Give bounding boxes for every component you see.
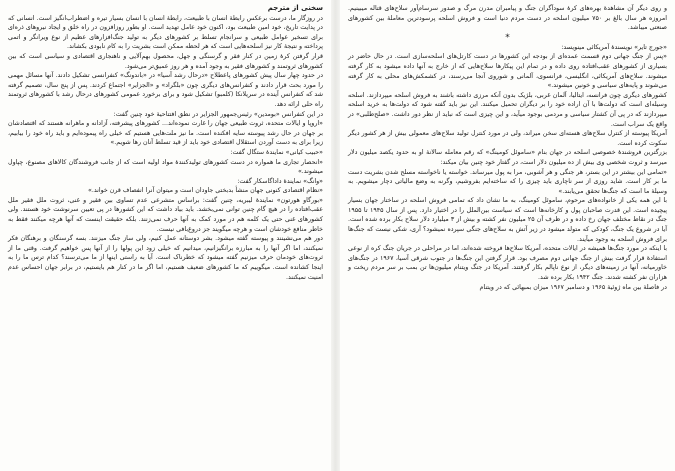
right-paragraph: «پس از جنگ جهانی دوم قسمت عمده‌ای از بودجه این کشورها در دست کارتل‌های اسلحه‌سازی است. در حال حاضر در بسیاری از کشورهای عقب‌افتاده روی داده و در تمام این پیکارها سلاح‌هایی که از خارج به آنها داده میشود به کار گرفته میشوند. سلاح‌های آمریکائی، انگلیسی، فرانسوی، آلمانی و شوروی آنجا می‌رسند، در کشمکش‌های محلی به کار گرفته می‌شوند و پایه‌های سیاسی و خونین میشوند.» — [348, 53, 667, 90]
section-divider-asterisk: * — [505, 32, 510, 43]
right-page — [340, 0, 675, 471]
left-paragraph: «حبیب کیانی» نمایندهٔ ستگال گفت: — [230, 148, 323, 156]
left-page — [0, 0, 331, 471]
left-paragraph: «نظام اقتصادی کنونی جهان منشأ بدبختی جاودان است و میتوان آنرا انفصاف قرن خواند.» — [87, 187, 323, 195]
right-paragraph: و روی دیگر آن مشاهدهٔ بهره‌های کرهٔ سودآگران جنگ و پیامبران مدرن مرگ و صدور سرسام‌آور سلاح‌های قتاله میبینیم. امروزه هر سال بالغ بر ۷۵۰ میلیون اسلحه در دست مردم دنیا است و فروش اسلحه پرسودترین معاملهٔ بین کشورهای صنعتی میباشد. — [348, 5, 668, 32]
left-paragraph: دور هم می‌نشینند و پیوسته گفته میشود. بشر دوستانه عمل کنیم، ولی ساز جنگ میزنند. بسه گرسنگان و برهنگان فکر نمیکنند، اما اگر آنها را به مبارزه برانگیزانیم، میدانیم که خیلی زود این پولها را از آنها پس خواهیم گرفت. وقتی ما از ثروت‌های خودمان حرف میزنیم گفته میشود که خطرناک است. آیا به راستی اینها از ما می‌ترسند؟ کدام ترس ما را به اینجا کشانده است. میگوییم که ما کشورهای ضعیف هستیم، اما اگر ما در کنار هم بایستیم، در برابر جهان احساس عدم امنیت نمیکنند. — [8, 235, 323, 281]
left-paragraph: در حدود چهار سال پیش کشورهای پاعطلاح «درحال رشد آسیا» در «باندونگ» کنفرانسی تشکیل دادند. آنها مسائل مهمی را مورد بحث قرار دادند و کنفرانس‌های دیگری چون «بلگراد» و «الجزایر» اجتماع کردند. پس از پنج سال، تصمیم گرفته شد که کنفرانس آینده در سریلانکا (کلمبو) تشکیل شود و برای برخورد عمومی کشورهای درحال رشد با کشورهای ثروتمند راه حلی ارائه دهد. — [8, 72, 323, 108]
left-paragraph: «انحصار تجاری ما همواره در دست کشورهای تولیدکنندهٔ مواد اولیه است که از جانب فروشندگان کالاهای مصنوع، چپاول میشوند.» — [8, 158, 323, 176]
left-paragraph: در این کنفرانس «بومدین» رئیس‌جمهور الجزایر در نطق افتتاحیهٔ خود چنین گفت: — [113, 110, 323, 118]
right-paragraph: با اینکه در مورد جنگ‌ها همیشه در ایالات متحده، آمریکا سلاح‌ها فروخته شده‌اند، اما در مراحلی در جریان جنگ کره از نوعی استفادهٔ قرار گرفت بیش از جنگ جهانی دوم مصرف بود. قرار گرفتن این جنگ‌ها در جنوب شرقی آسیا، ۱۹۶۷ در جنگ‌های خاورمیانه، آنها در زمینه‌های دیگر، از نوع ناپالم بکار گرفتند. آمریکا در جنگ ویتنام میلیون‌ها تن بمب بر سر مردم ریخت و هزاران نفر کشته شدند. جنگ ۱۹۴۲ بکار برده شد. — [348, 245, 667, 282]
right-paragraph: با این همه یکی از خانواده‌های مرحوم، ساموئل کومینگ، به ما نشان داد که تمامی فروش اسلحه در ساختار جهان بسیار پیچیده است. این قدرت صاحبان پول و کارخانه‌ها است که سیاست بین‌الملل را در اختیار دارد. پس از سال ۱۹۴۵ تا ۱۹۵۵ جنگ در نقاط مختلف جهان رخ داده و در ظرف آن ۲۵ میلیون نفر کشته و بیش از ۳ میلیارد دلار سلاح بکار برده شده است. آیا در شروع یک جنگ، کودکی که متولد میشود در زیر آتش به سلاح‌های جنگی سپرده نمیشود؟ آری، شکی نیست که جنگ‌ها برای فروش اسلحه به وجود میآیند. — [348, 197, 667, 243]
right-paragraph: در فاصلهٔ بین ماه ژوئیهٔ ۱۹۶۵ و دسامبر ۱۹۶۷ میزان بمبهائی که در ویتنام — [479, 283, 667, 291]
left-paragraph: قرار گرفتن کرهٔ زمین در کنار فقر و گرسنگی و جهل، محصول بهم‌آلایی و ناهنجاری اقتصادی و سیاسی است که بین کشورهای ثروتمند و کشورهای فقیر به وجود آمده و هر روز عمیق‌تر می‌شود. — [8, 52, 323, 70]
right-paragraph: آمریکا پیوسته از کنترل سلاح‌های هسته‌ای سخن میراند، ولی در مورد کنترل تولید سلاح‌های معمولی بیش از هر کشور دیگر سکوت کرده است. — [348, 130, 667, 147]
right-paragraph: «جورج تایر» نویسندهٔ آمریکائی مینویسد: — [561, 43, 667, 51]
translator-note-heading: سخنی از مترجم — [267, 4, 323, 12]
right-paragraph: «تمامی این بیشتر در این بستر، هر جنگی و هر آشوبی، مرا به پول میرساند. خواسته یا ناخواسته مسلح شدن بشریت دست ما بر کار است. شاید روزی از سر ناچاری باید چیزی را که ساخته‌ایم بفروشیم، وگرنه به وضع مالیاتی دچار میشویم. به وسیلهٔ ما است که جنگ‌ها تحقق می‌یابند.» — [348, 168, 667, 195]
left-paragraph: «بورگاو هورتون» نمایندهٔ لیبریه، چنین گفت: براساس متشرعی عدم تساوی بین فقیر و غنی، ثروت ملل فقیر ملل عقب‌افتاده را در هیچ گام چنین توانی نمی‌بخشد. باید بیاد داشت که این کشورها در پی تعیین سرنوشت خود هستند. ولی کشورهای غنی حتی یک کلمه هم در مورد کمک به آنها حرف نمی‌زنند. بلکه حقیقت اینست که آنها هرچه میکنند فقط به خاطر منافع خودشان است و هرچه میگویند جز دروغ‌بافی نیست. — [8, 196, 323, 233]
left-paragraph: «اروپا و ایالات متحده، ثروت طبیعی جهان را غارت نموده‌اند... کشورهای پیشرفته، آزادانه و ماهرانه هستند که اقتصادشان بر جهان در حال رشد پیوسته سایه افکنده است. ما نیز ملت‌هایی هستیم که خیلی راه پیموده‌ایم و باید راه خود را بیابیم، زیرا برای به دست آوردن استقلال اقتصادی خود باید از قید تسلط آنان رها شویم.» — [8, 120, 323, 147]
right-paragraph: بزرگترین فروشندهٔ خصوصی اسلحه در جهان بنام «ساموئل کومینگ» که رقم معامله سالانهٔ او به حدود یکصد میلیون دلار میرسد و ثروت شخصی وی بیش از ده میلیون دلار است، در گفتار خود چنین بیان میکند: — [348, 149, 667, 166]
left-paragraph: «وانگ» نمایندهٔ داداگاسکار گفت: — [237, 177, 323, 185]
book-gutter — [331, 0, 340, 471]
right-paragraph: کشورهای دیگری چون فرانسه، ایتالیا، آلمان غربی، بلژیک بدون آنکه مرزی داشته باشند به فروش اسلحه میپردازند. اسلحه وسیله‌ای است که دولت‌ها با آن اراده خود را بر دیگران تحمیل میکنند. این نیز باید گفته شود که دولت‌ها به خرید اسلحه میپردازند که در پی آن کشتار سیاسی و مردمی بوجود میآید، و این چیزی است که نباید از نظر دور داشت. «صلح‌طلبی» در واقع یک سراب است. — [348, 91, 667, 128]
left-paragraph: در روزگار ما، درست برعکس رابطهٔ انسان با طبیعت، رابطهٔ انسان با انسان بسیار تیره و اضطراب‌انگیز است. انسانی که در پدایت تاریخ، خود امین طبیعت بود، اکنون خود عامل تهدید است. او بطور روزافزون در راه خلق و ایجاد نیروهای ذره‌ای برای تسخیر عوامل طبیعی و سرانجام تسلط بر کشورهای دیگر به تولید جنگ‌افزارهای عظیم از نوع ویرانگر و اتمی پرداخته و نتیجهٔ کار نیز اسلحه‌هایی است که هر لحظه ممکن است بشریت را به کام نابودی بکشاند. — [8, 14, 323, 51]
